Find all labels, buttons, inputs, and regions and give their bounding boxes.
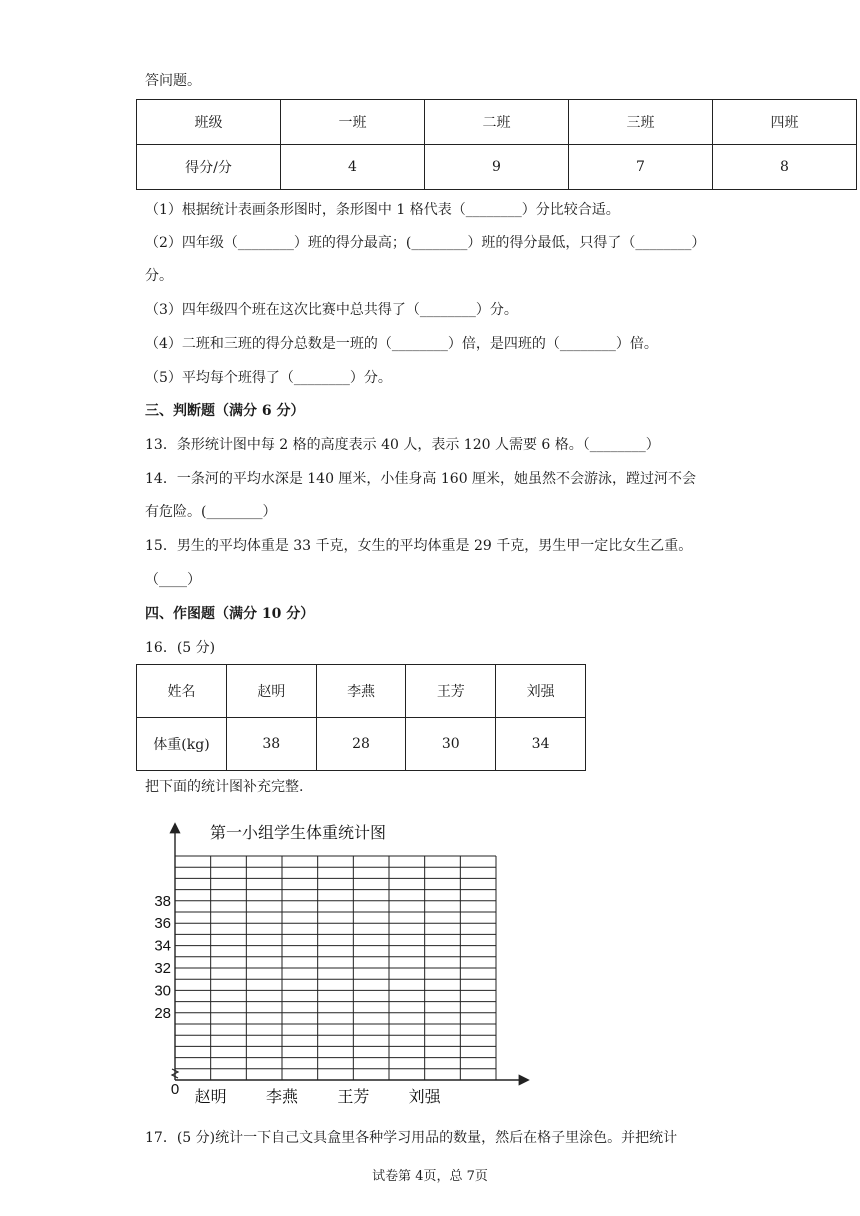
question-14-cont: 有危险。(________） [145,504,277,520]
x-category-labels [195,1088,442,1106]
question-15: 15．男生的平均体重是 33 千克，女生的平均体重是 29 千克，男生甲一定比女生乙重。 [145,538,693,554]
table-cell: 班级 [137,100,281,145]
table-cell: 38 [226,718,316,771]
section-title-drawing: 四、作图题（满分 10 分） [145,606,315,622]
page-footer: 试卷第 4页，总 7页 [372,1169,488,1184]
table-row [137,665,586,718]
question-14: 14．一条河的平均水深是 140 厘米，小佳身高 160 厘米，她虽然不会游泳，蹚过河不会 [145,471,697,487]
y-tick-label: 38 [154,892,171,910]
x-category-label: 李燕 [265,1089,299,1106]
x-category-label: 刘强 [408,1089,441,1106]
chart-svg [140,815,540,1115]
q12-part4: （4）二班和三班的得分总数是一班的（________）倍，是四班的（________）倍。 [145,336,658,352]
table-cell: 8 [712,145,856,190]
table-cell: 得分/分 [137,145,281,190]
table-cell: 9 [425,145,569,190]
question-13: 13．条形统计图中每 2 格的高度表示 40 人，表示 120 人需要 6 格。（________） [145,437,660,453]
table-cell: 刘强 [496,665,586,718]
table-cell: 赵明 [226,665,316,718]
x-category-label: 赵明 [194,1089,227,1106]
table-cell: 一班 [281,100,425,145]
weight-chart [140,815,540,1115]
y-tick-label: 28 [154,1004,171,1022]
chart-grid [175,856,496,1080]
y-tick-label: 36 [154,915,171,933]
y-tick-labels [154,893,171,1022]
table-cell: 二班 [425,100,569,145]
x-category-label: 王芳 [337,1089,370,1106]
weight-table [136,664,586,771]
axis-break-icon [172,1069,178,1078]
q12-part1: （1）根据统计表画条形图时，条形图中 1 格代表（________）分比较合适。 [145,202,620,218]
table-cell: 姓名 [137,665,227,718]
table-cell: 体重(kg) [137,718,227,771]
question-15-cont: （____） [145,572,201,588]
table-cell: 30 [406,718,496,771]
y-tick-label: 30 [154,982,171,1000]
table-cell: 李燕 [316,665,406,718]
table-cell: 34 [496,718,586,771]
q12-part2-cont: 分。 [145,268,173,284]
q12-part3: （3）四年级四个班在这次比赛中总共得了（________）分。 [145,302,518,318]
y-tick-label: 32 [154,960,171,977]
table-row [137,100,857,145]
intro-tail: 答问题。 [145,73,201,89]
section-title-judgement: 三、判断题（满分 6 分） [145,403,305,419]
table-cell: 28 [316,718,406,771]
table-row [137,145,857,190]
y-tick-label: 34 [154,937,171,955]
table-cell: 7 [568,145,712,190]
origin-label: 0 [170,1081,180,1098]
q12-part5: （5）平均每个班得了（________）分。 [145,370,392,386]
table-row [137,718,586,771]
score-table [136,99,857,190]
q12-part2: （2）四年级（________）班的得分最高；(________）班的得分最低，只得了（________） [145,235,706,251]
table-cell: 王芳 [406,665,496,718]
question-16-header: 16．(5 分) [145,640,216,656]
table-cell: 三班 [568,100,712,145]
table-cell: 4 [281,145,425,190]
question-17: 17．(5 分)统计一下自己文具盒里各种学习用品的数量，然后在格子里涂色。并把统计 [145,1130,678,1146]
question-16-instruction: 把下面的统计图补充完整. [145,779,304,795]
table-cell: 四班 [712,100,856,145]
chart-title: 第一小组学生体重统计图 [209,825,387,842]
